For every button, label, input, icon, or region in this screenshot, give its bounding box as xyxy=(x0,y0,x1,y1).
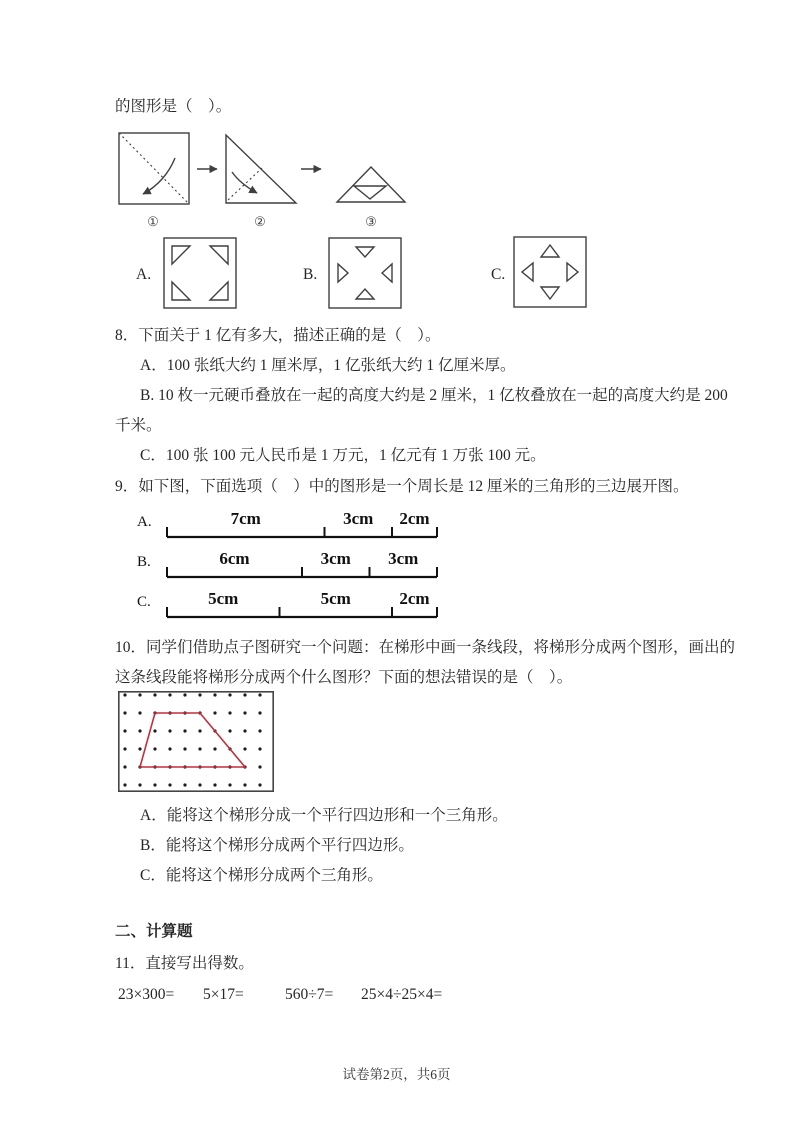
grid-dot xyxy=(168,747,171,750)
grid-dot xyxy=(183,729,186,732)
q7-fold-figure xyxy=(113,126,413,230)
grid-dot xyxy=(138,693,141,696)
grid-dot xyxy=(153,729,156,732)
grid-dot xyxy=(228,729,231,732)
edge-triangle-outward xyxy=(541,287,559,299)
grid-dot xyxy=(198,783,201,786)
grid-dot xyxy=(183,693,186,696)
trapezoid-outline xyxy=(140,713,245,767)
grid-dot xyxy=(123,693,126,696)
ruler-letter: C. xyxy=(137,594,151,610)
ruler-segment-label: 5cm xyxy=(208,589,239,608)
grid-dot xyxy=(243,693,246,696)
fold-step-label: ③ xyxy=(365,214,377,229)
section-2-title: 二、计算题 xyxy=(115,923,193,940)
edge-triangle-outward xyxy=(541,245,559,257)
equation-1: 23×300= xyxy=(118,986,175,1003)
equation-2: 5×17= xyxy=(203,986,244,1003)
q10-stem-line1: 10．同学们借助点子图研究一个问题：在梯形中画一条线段，将梯形分成两个图形，画出的 xyxy=(115,639,736,656)
grid-dot xyxy=(258,765,261,768)
grid-dot xyxy=(258,711,261,714)
edge-triangle-inward xyxy=(338,264,348,282)
ruler-segment-label: 2cm xyxy=(399,509,430,528)
grid-dot xyxy=(213,693,216,696)
q10-dot-grid-figure xyxy=(118,691,274,792)
q7-option-c-letter: C. xyxy=(491,266,506,283)
grid-dot xyxy=(123,711,126,714)
grid-dot xyxy=(123,765,126,768)
ruler-segment-label: 3cm xyxy=(320,549,351,568)
q11-equation-row xyxy=(118,986,678,1008)
result-triangle xyxy=(337,167,405,202)
grid-dot xyxy=(198,693,201,696)
equation-4: 25×4÷25×4= xyxy=(361,986,443,1003)
corner-triangle xyxy=(210,282,228,300)
grid-dot xyxy=(198,747,201,750)
grid-dot xyxy=(258,729,261,732)
q8-option-b-wrap: 千米。 xyxy=(115,417,162,434)
edge-triangle-outward xyxy=(522,263,533,281)
grid-dot xyxy=(138,783,141,786)
ruler-segment-label: 3cm xyxy=(388,549,419,568)
grid-dot xyxy=(243,783,246,786)
corner-triangle xyxy=(172,246,190,264)
q8-option-c: C．100 张 100 元人民币是 1 万元，1 亿元有 1 万张 100 元。 xyxy=(140,447,546,464)
ruler-segment-label: 7cm xyxy=(230,509,261,528)
result-cutout-triangle xyxy=(354,186,386,199)
grid-dot xyxy=(123,747,126,750)
ruler-segment-label: 3cm xyxy=(343,509,374,528)
q10-option-b: B．能将这个梯形分成两个平行四边形。 xyxy=(140,837,414,854)
grid-dot xyxy=(213,747,216,750)
grid-dot xyxy=(138,711,141,714)
q9-stem: 9．如下图，下面选项（ ）中的图形是一个周长是 12 厘米的三角形的三边展开图。 xyxy=(115,478,689,495)
equation-3: 560÷7= xyxy=(285,986,334,1003)
edge-triangle-inward xyxy=(356,247,374,257)
q8-stem: 8．下面关于 1 亿有多大，描述正确的是（ ）。 xyxy=(115,327,441,344)
fold-square xyxy=(119,133,189,204)
q7-option-b-figure xyxy=(328,237,402,309)
grid-dot xyxy=(153,783,156,786)
edge-triangle-inward xyxy=(382,264,392,282)
corner-triangle xyxy=(210,246,228,264)
ruler-segment-label: 6cm xyxy=(219,549,250,568)
q10-stem-line2: 这条线段能将梯形分成两个什么图形？下面的想法错误的是（ ）。 xyxy=(115,669,573,686)
ruler-letter: A. xyxy=(137,514,152,530)
grid-dot xyxy=(138,729,141,732)
grid-dot xyxy=(258,747,261,750)
fold-step-label: ② xyxy=(254,214,266,229)
grid-dot xyxy=(228,693,231,696)
grid-dot xyxy=(213,711,216,714)
ruler-segment-label: 5cm xyxy=(320,589,351,608)
q7-option-a-figure xyxy=(163,237,237,309)
grid-dot xyxy=(123,783,126,786)
q7-option-b-letter: B. xyxy=(303,266,318,283)
grid-dot xyxy=(213,783,216,786)
grid-dot xyxy=(168,693,171,696)
q10-option-a: A．能将这个梯形分成一个平行四边形和一个三角形。 xyxy=(140,807,508,824)
edge-triangle-inward xyxy=(356,289,374,299)
fold-step-3 xyxy=(337,167,405,202)
grid-dot xyxy=(228,711,231,714)
dot-grid-border xyxy=(119,692,273,791)
ruler-letter: B. xyxy=(137,554,151,570)
grid-dot xyxy=(168,729,171,732)
grid-dot xyxy=(168,783,171,786)
q10-option-c: C．能将这个梯形分成两个三角形。 xyxy=(140,867,383,884)
q8-option-a: A．100 张纸大约 1 厘米厚，1 亿张纸大约 1 亿厘米厚。 xyxy=(140,357,516,374)
grid-dot xyxy=(123,729,126,732)
fold-curved-arrow-icon xyxy=(232,172,257,193)
grid-dot xyxy=(153,693,156,696)
fold-step-label: ① xyxy=(147,214,159,229)
grid-dot xyxy=(243,729,246,732)
grid-dot xyxy=(258,693,261,696)
grid-dot xyxy=(183,747,186,750)
grid-dot xyxy=(183,783,186,786)
fold-step-2 xyxy=(226,135,296,203)
corner-triangle xyxy=(172,282,190,300)
page-footer: 试卷第2页，共6页 xyxy=(342,1067,451,1082)
grid-dot xyxy=(243,747,246,750)
grid-dot xyxy=(258,783,261,786)
ruler-segment-label: 2cm xyxy=(399,589,430,608)
grid-dot xyxy=(138,747,141,750)
grid-dot xyxy=(243,711,246,714)
fold-curved-arrow-icon xyxy=(143,158,175,194)
edge-triangle-outward xyxy=(567,263,578,281)
q8-option-b: B. 10 枚一元硬币叠放在一起的高度大约是 2 厘米，1 亿枚叠放在一起的高度大约是 200 xyxy=(140,387,728,404)
q11-stem: 11．直接写出得数。 xyxy=(115,955,254,972)
q7-stem-continuation: 的图形是（ ）。 xyxy=(115,98,232,115)
q7-option-a-letter: A. xyxy=(136,266,152,283)
grid-dot xyxy=(198,729,201,732)
grid-dot xyxy=(153,747,156,750)
grid-dot xyxy=(228,783,231,786)
fold-step-1 xyxy=(119,133,189,204)
q9-ruler-figure xyxy=(130,503,460,628)
fold-line-dotted xyxy=(119,133,189,204)
q7-option-c-figure xyxy=(513,236,587,308)
